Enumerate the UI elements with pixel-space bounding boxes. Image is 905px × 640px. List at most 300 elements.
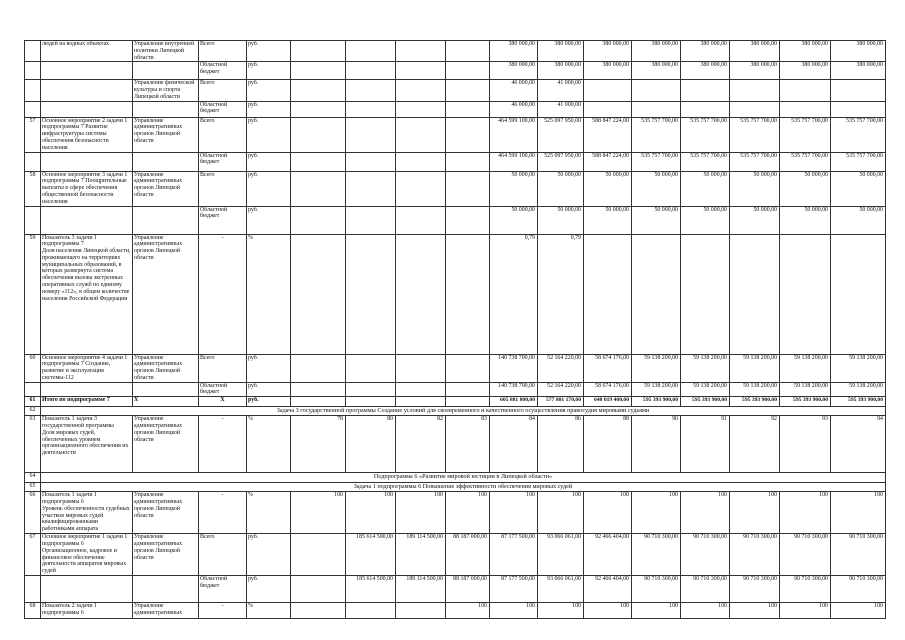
executor-cell [133,62,199,80]
value-cell: 464 599 100,00 [490,117,538,152]
table-row [25,206,886,234]
value-cell: 59 138 200,00 [681,354,730,382]
table-row [25,534,886,576]
table-row [25,492,886,534]
value-cell: 535 757 700,00 [681,117,730,152]
value-cell: 87 177 500,00 [490,575,538,602]
value-cell [396,80,446,101]
value-cell [291,171,346,206]
row-number-cell: 57 [25,117,41,152]
value-cell [291,234,346,354]
value-cell: 52 164 220,00 [538,354,584,382]
value-cell: 50 000,00 [831,171,886,206]
value-cell: 380 000,00 [730,62,780,80]
unit-cell: % [247,234,291,354]
value-cell: 86 [538,416,584,473]
value-cell [446,62,490,80]
executor-cell: Управление административных органов Липецкой области [133,534,199,576]
table-row [25,483,886,492]
indicator-name-cell: Показатель 1 задачи 3 государственной программы Доля мировых судей, обеспеченных уровнем организационного обеспечения их деятельности [41,416,133,473]
value-cell [446,234,490,354]
value-cell: 100 [831,602,886,618]
value-cell: 59 138 200,00 [632,354,681,382]
value-cell [446,354,490,382]
value-cell: 380 000,00 [632,41,681,62]
row-number-cell: 63 [25,416,41,473]
value-cell: 380 000,00 [831,41,886,62]
value-cell: 535 757 700,00 [632,117,681,152]
value-cell: 588 847 224,00 [584,117,632,152]
value-cell [681,80,730,101]
value-cell: 59 138 200,00 [780,382,831,397]
executor-cell: Управление административных [133,602,199,618]
value-cell: 91 [681,416,730,473]
value-cell: 58 674 176,00 [584,382,632,397]
data-table [24,40,886,619]
value-cell: 90 710 300,00 [681,575,730,602]
executor-cell: Управление внутренней политики Липецкой области [133,41,199,62]
executor-cell [133,152,199,171]
value-cell: 92 [730,416,780,473]
value-cell [346,41,396,62]
value-cell: 100 [681,492,730,534]
value-cell [291,62,346,80]
value-cell: 380 000,00 [831,62,886,80]
row-number-cell [25,101,41,117]
value-cell [291,41,346,62]
value-cell [346,382,396,397]
funding-source-cell: Областной бюджет [199,382,247,397]
value-cell: 41 000,00 [538,80,584,101]
table-row [25,473,886,483]
executor-cell [133,382,199,397]
section-heading-cell: Задача 3 государственной программы Создание условий для своевременного и качественного осуществления правосудия мировыми судьями [41,407,886,416]
value-cell [831,234,886,354]
value-cell [346,101,396,117]
value-cell: 595 393 900,00 [780,397,831,407]
value-cell: 525 097 950,00 [538,152,584,171]
indicator-name-cell: людей на водных объектах [41,41,133,62]
value-cell: 100 [291,492,346,534]
row-number-cell [25,80,41,101]
value-cell: 140 738 700,00 [490,382,538,397]
funding-source-cell: - [199,492,247,534]
value-cell: 50 000,00 [490,206,538,234]
value-cell: 380 000,00 [632,62,681,80]
value-cell [396,101,446,117]
value-cell [396,354,446,382]
value-cell: 605 881 800,00 [490,397,538,407]
unit-cell: % [247,602,291,618]
row-number-cell: 62 [25,407,41,416]
value-cell: 185 614 500,00 [346,534,396,576]
value-cell [346,397,396,407]
value-cell: 380 000,00 [780,62,831,80]
value-cell: 59 138 200,00 [632,382,681,397]
value-cell: 59 138 200,00 [831,354,886,382]
value-cell: 535 757 700,00 [780,117,831,152]
indicator-name-cell: Показатель 3 задачи 1 подпрограммы 7 Доля населения Липецкой области, проживающего на территориях муниципальных образований, в которых развернута система обеспечения вызова экстренных оперативных служб по единому номеру «112», в общем количестве населения Российской Федерации [41,234,133,354]
value-cell: 82 [396,416,446,473]
unit-cell: руб. [247,117,291,152]
unit-cell: руб. [247,382,291,397]
value-cell: 595 393 900,00 [730,397,780,407]
value-cell [584,101,632,117]
value-cell [346,80,396,101]
value-cell: 100 [780,602,831,618]
value-cell: 100 [538,602,584,618]
unit-cell: руб. [247,534,291,576]
value-cell: 90 710 300,00 [681,534,730,576]
row-number-cell: 59 [25,234,41,354]
value-cell: 100 [632,492,681,534]
value-cell [780,234,831,354]
table-row [25,397,886,407]
row-number-cell [25,382,41,397]
indicator-name-cell [41,152,133,171]
value-cell: 535 757 700,00 [730,117,780,152]
funding-source-cell: Всего [199,117,247,152]
indicator-name-cell [41,80,133,101]
value-cell [346,206,396,234]
value-cell [291,534,346,576]
executor-cell: Управление административных органов Липецкой области [133,492,199,534]
value-cell [346,117,396,152]
value-cell: 100 [632,602,681,618]
value-cell: 100 [446,602,490,618]
value-cell: 100 [446,492,490,534]
value-cell: 90 710 300,00 [730,575,780,602]
value-cell: 100 [346,492,396,534]
value-cell [291,575,346,602]
value-cell: 535 757 700,00 [681,152,730,171]
funding-source-cell: Областной бюджет [199,206,247,234]
value-cell: 50 000,00 [632,171,681,206]
value-cell [396,206,446,234]
unit-cell: руб. [247,152,291,171]
indicator-name-cell: Основное мероприятие 3 задачи 1 подпрограммы 7 Поощрительные выплаты в сфере обеспечения общественной безопасности населения [41,171,133,206]
value-cell: 94 [831,416,886,473]
value-cell: 93 066 061,00 [538,534,584,576]
value-cell: 100 [831,492,886,534]
table-row [25,234,886,354]
value-cell [291,397,346,407]
value-cell [396,234,446,354]
table-row [25,152,886,171]
row-number-cell [25,206,41,234]
table-row [25,602,886,618]
value-cell [346,171,396,206]
value-cell: 100 [490,492,538,534]
value-cell [681,234,730,354]
value-cell: 380 000,00 [490,62,538,80]
value-cell [396,117,446,152]
value-cell: 78 [291,416,346,473]
unit-cell: руб. [247,171,291,206]
value-cell: 140 738 700,00 [490,354,538,382]
value-cell: 46 000,00 [490,101,538,117]
value-cell: 185 614 500,00 [346,575,396,602]
value-cell: 189 114 500,00 [396,575,446,602]
value-cell: 87 177 500,00 [490,534,538,576]
value-cell: 50 000,00 [730,206,780,234]
value-cell: 92 466 404,00 [584,575,632,602]
value-cell [346,234,396,354]
indicator-name-cell [41,101,133,117]
value-cell [446,41,490,62]
table-row [25,416,886,473]
row-number-cell: 58 [25,171,41,206]
value-cell: 588 847 224,00 [584,152,632,171]
value-cell: 88 187 000,00 [446,575,490,602]
unit-cell: руб. [247,101,291,117]
table-row [25,354,886,382]
value-cell: 380 000,00 [681,41,730,62]
value-cell: 380 000,00 [538,41,584,62]
executor-cell [133,101,199,117]
executor-cell: Управление административных органов Липецкой области [133,416,199,473]
value-cell: 464 599 100,00 [490,152,538,171]
value-cell: 59 138 200,00 [730,354,780,382]
value-cell: 380 000,00 [584,62,632,80]
value-cell [632,80,681,101]
value-cell [730,234,780,354]
value-cell: 0,79 [490,234,538,354]
executor-cell: Управление физической культуры и спорта Липецкой области [133,80,199,101]
funding-source-cell: Всего [199,534,247,576]
value-cell [396,397,446,407]
funding-source-cell: - [199,602,247,618]
value-cell [681,101,730,117]
value-cell: 90 710 300,00 [632,575,681,602]
value-cell [584,234,632,354]
table-row [25,41,886,62]
value-cell [446,397,490,407]
indicator-name-cell: Основное мероприятие 2 задачи 1 подпрограммы 7 Развитие инфраструктуры системы обеспечения безопасности населения [41,117,133,152]
executor-cell: X [133,397,199,407]
value-cell: 380 000,00 [780,41,831,62]
value-cell: 59 138 200,00 [730,382,780,397]
row-number-cell: 67 [25,534,41,576]
indicator-name-cell: Итого по подпрограмме 7 [41,397,133,407]
value-cell: 100 [584,602,632,618]
funding-source-cell: - [199,234,247,354]
value-cell [396,382,446,397]
value-cell [291,206,346,234]
value-cell [396,602,446,618]
value-cell: 93 [780,416,831,473]
funding-source-cell: X [199,397,247,407]
value-cell: 90 [632,416,681,473]
value-cell: 535 757 700,00 [780,152,831,171]
value-cell: 59 138 200,00 [831,382,886,397]
executor-cell: Управление административных органов Липецкой области [133,171,199,206]
value-cell [291,354,346,382]
value-cell [346,354,396,382]
funding-source-cell: Всего [199,80,247,101]
value-cell [396,41,446,62]
value-cell: 88 [584,416,632,473]
value-cell: 100 [584,492,632,534]
value-cell [446,101,490,117]
value-cell [291,602,346,618]
value-cell: 90 710 300,00 [780,534,831,576]
value-cell: 50 000,00 [490,171,538,206]
funding-source-cell: Областной бюджет [199,101,247,117]
value-cell [291,80,346,101]
row-number-cell [25,62,41,80]
value-cell [396,152,446,171]
value-cell: 525 097 950,00 [538,117,584,152]
value-cell [831,80,886,101]
value-cell: 50 000,00 [584,206,632,234]
row-number-cell: 66 [25,492,41,534]
funding-source-cell: Всего [199,171,247,206]
table-row [25,80,886,101]
value-cell: 380 000,00 [584,41,632,62]
value-cell [780,101,831,117]
value-cell: 100 [490,602,538,618]
value-cell: 46 000,00 [490,80,538,101]
table-row [25,117,886,152]
indicator-name-cell [41,62,133,80]
value-cell: 93 066 061,00 [538,575,584,602]
indicator-name-cell [41,206,133,234]
section-heading-cell: Подпрограмма 6 «Развитие мировой юстиции в Липецкой области» [41,473,886,483]
value-cell: 50 000,00 [681,206,730,234]
value-cell [291,117,346,152]
value-cell [446,171,490,206]
executor-cell [133,206,199,234]
value-cell [396,171,446,206]
row-number-cell: 60 [25,354,41,382]
row-number-cell: 65 [25,483,41,492]
executor-cell: Управление административных органов Липецкой области [133,354,199,382]
value-cell: 90 710 300,00 [632,534,681,576]
value-cell: 535 757 700,00 [831,152,886,171]
value-cell: 59 138 200,00 [681,382,730,397]
unit-cell: руб. [247,575,291,602]
row-number-cell [25,41,41,62]
table-row [25,575,886,602]
value-cell: 92 466 404,00 [584,534,632,576]
value-cell: 50 000,00 [681,171,730,206]
unit-cell: руб. [247,354,291,382]
value-cell [446,382,490,397]
value-cell: 535 757 700,00 [632,152,681,171]
value-cell [831,101,886,117]
value-cell: 577 801 170,00 [538,397,584,407]
value-cell: 50 000,00 [780,206,831,234]
value-cell [446,152,490,171]
value-cell: 100 [681,602,730,618]
executor-cell [133,575,199,602]
unit-cell: руб. [247,80,291,101]
row-number-cell: 61 [25,397,41,407]
value-cell: 50 000,00 [538,171,584,206]
value-cell: 50 000,00 [730,171,780,206]
indicator-name-cell [41,382,133,397]
value-cell: 50 000,00 [584,171,632,206]
executor-cell: Управление административных органов Липецкой области [133,234,199,354]
value-cell [632,101,681,117]
value-cell: 84 [490,416,538,473]
value-cell: 380 000,00 [490,41,538,62]
row-number-cell: 64 [25,473,41,483]
value-cell [346,602,396,618]
value-cell [730,80,780,101]
table-row [25,101,886,117]
table-row [25,407,886,416]
value-cell [346,152,396,171]
value-cell: 100 [396,492,446,534]
value-cell [632,234,681,354]
value-cell: 595 393 900,00 [632,397,681,407]
unit-cell: руб. [247,41,291,62]
funding-source-cell: Всего [199,354,247,382]
value-cell: 50 000,00 [780,171,831,206]
value-cell: 380 000,00 [538,62,584,80]
value-cell [446,80,490,101]
value-cell [584,80,632,101]
value-cell: 535 757 700,00 [831,117,886,152]
value-cell [291,101,346,117]
row-number-cell: 68 [25,602,41,618]
unit-cell: руб. [247,397,291,407]
table-row [25,62,886,80]
value-cell: 0,79 [538,234,584,354]
funding-source-cell: Всего [199,41,247,62]
value-cell: 380 000,00 [681,62,730,80]
value-cell: 88 187 000,00 [446,534,490,576]
funding-source-cell: Областной бюджет [199,152,247,171]
value-cell: 58 674 176,00 [584,354,632,382]
value-cell [291,382,346,397]
value-cell: 100 [730,602,780,618]
unit-cell: % [247,416,291,473]
value-cell: 50 000,00 [632,206,681,234]
value-cell: 535 757 700,00 [730,152,780,171]
funding-source-cell: - [199,416,247,473]
value-cell [396,62,446,80]
value-cell: 59 138 200,00 [780,354,831,382]
section-heading-cell: Задача 1 подпрограммы 6 Повышение эффективности обеспечения мировых судей [41,483,886,492]
value-cell: 648 019 400,00 [584,397,632,407]
indicator-name-cell: Показатель 2 задачи 1 подпрограммы 6 [41,602,133,618]
value-cell: 90 710 300,00 [730,534,780,576]
value-cell: 50 000,00 [831,206,886,234]
table-row [25,382,886,397]
value-cell: 595 393 900,00 [831,397,886,407]
unit-cell: % [247,492,291,534]
value-cell: 41 000,00 [538,101,584,117]
indicator-name-cell: Основное мероприятие 4 задачи 1 подпрограммы 7 Создание, развитие и эксплуатация системы-112 [41,354,133,382]
value-cell: 83 [446,416,490,473]
value-cell: 52 164 220,00 [538,382,584,397]
value-cell [730,101,780,117]
indicator-name-cell: Показатель 1 задачи 1 подпрограммы 6 Уровень обеспеченности судебных участков мировых судей квалифицированными работниками аппарата [41,492,133,534]
value-cell: 100 [538,492,584,534]
value-cell: 100 [780,492,831,534]
executor-cell: Управление административных органов Липецкой области [133,117,199,152]
value-cell: 380 000,00 [730,41,780,62]
value-cell [291,152,346,171]
indicator-name-cell: Основное мероприятие 1 задачи 1 подпрограммы 6 Организационное, кадровое и финансовое обеспечение деятельности аппаратов мировых судей [41,534,133,576]
value-cell [346,62,396,80]
row-number-cell [25,152,41,171]
value-cell: 80 [346,416,396,473]
unit-cell: руб. [247,206,291,234]
